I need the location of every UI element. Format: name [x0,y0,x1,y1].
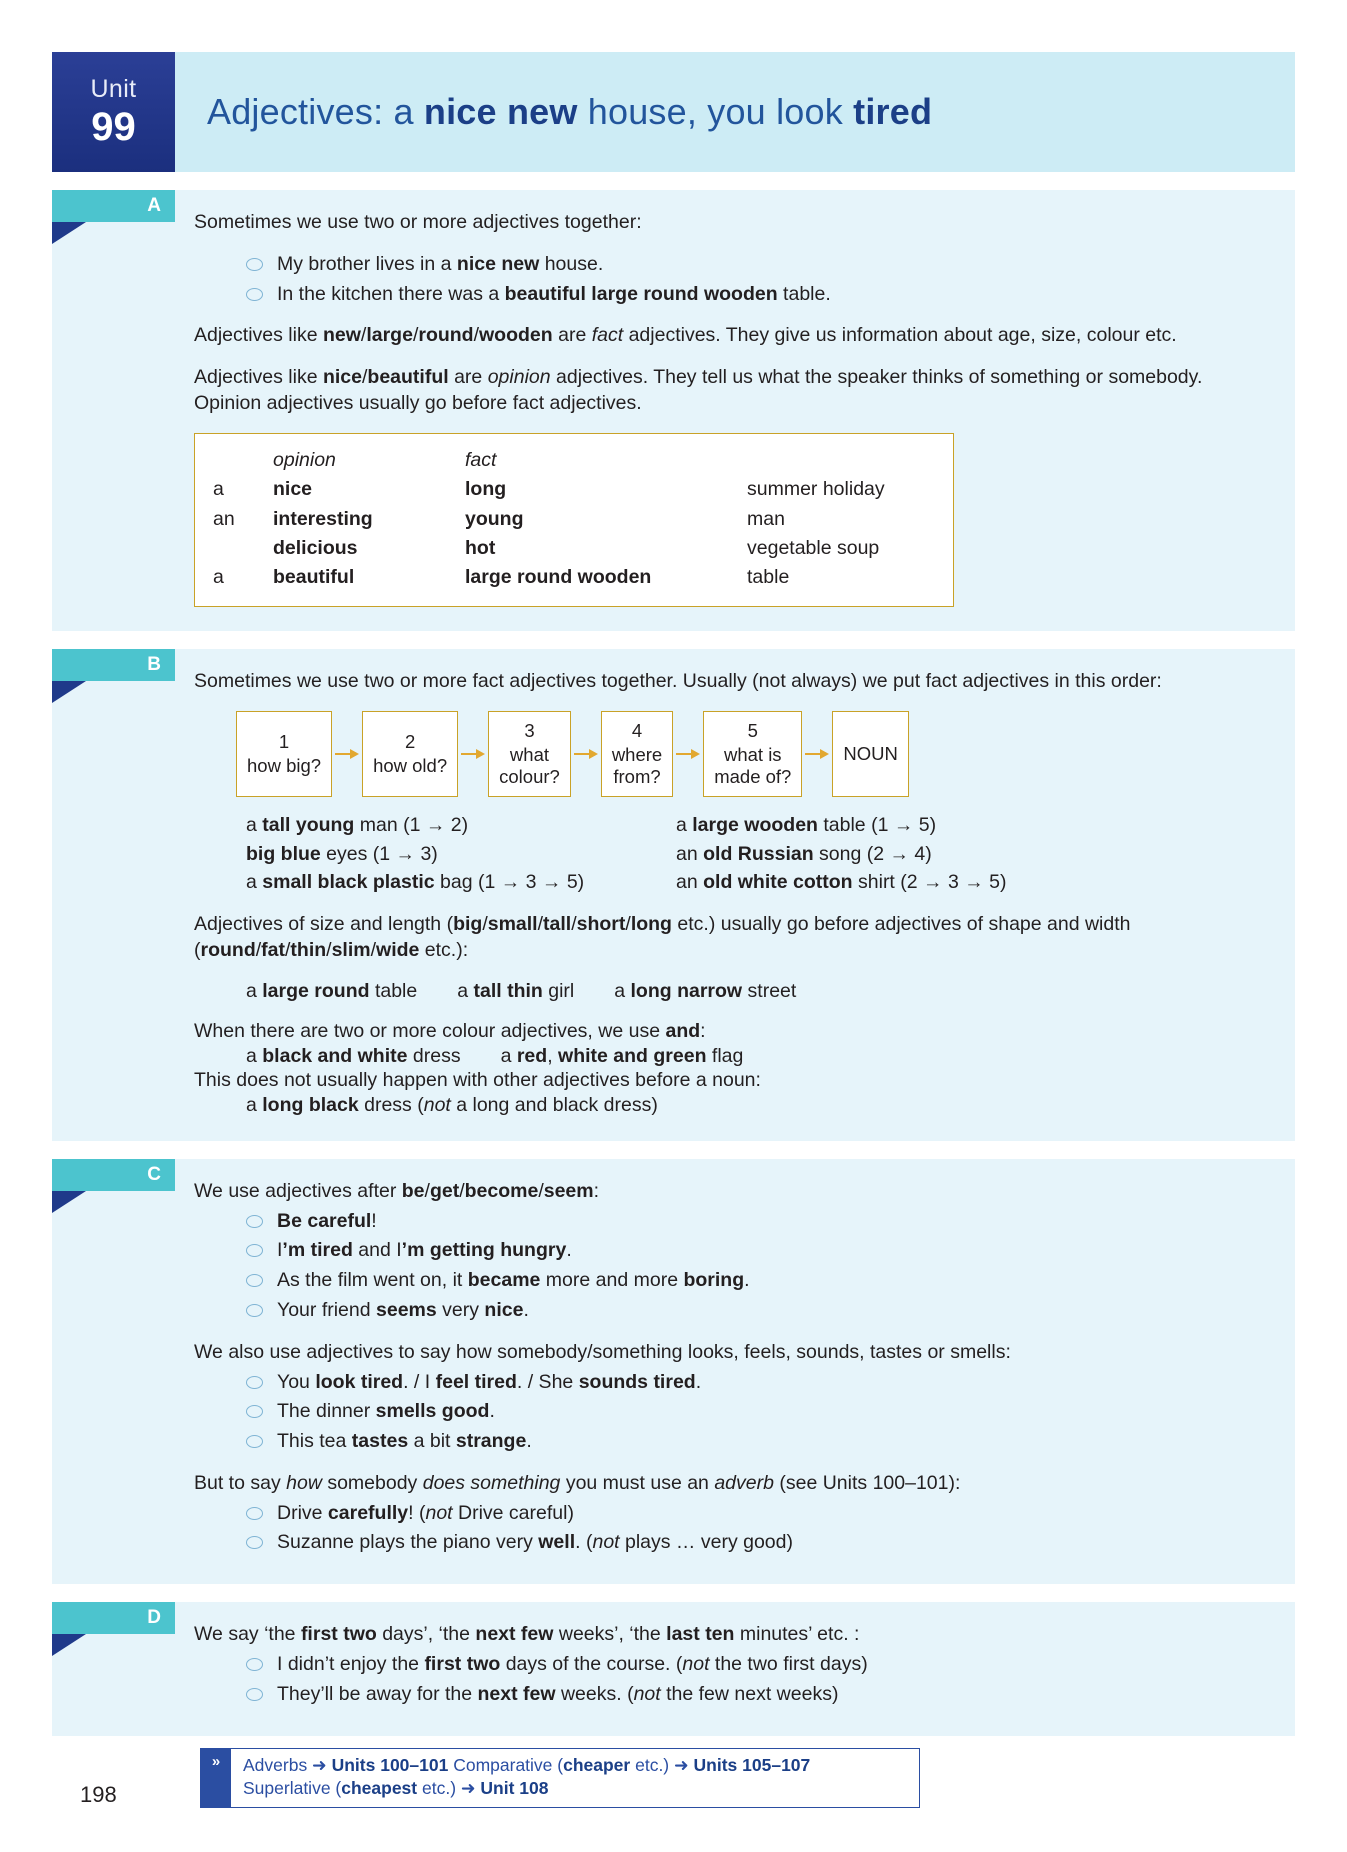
list-item [194,1298,1267,1324]
section-c-para-3: But to say how somebody does something you must use an adverb (see Units 100–101): [194,1471,961,1494]
order-box [236,711,332,797]
example-text: Drive carefully! (not Drive careful) [277,1501,574,1524]
list-item [194,1370,1267,1396]
arrow-right-icon [571,748,601,760]
cell-fact: large round wooden [465,566,652,589]
list-item [194,1238,1267,1264]
section-a [52,190,1295,631]
order-box-number: 4 [631,720,643,742]
opinion-fact-table [194,433,954,607]
cell-noun: summer holiday [747,478,885,501]
title-bold-1: nice new [423,91,578,132]
cell-opinion: nice [273,478,313,501]
example-text: Your friend seems very nice. [277,1298,529,1321]
order-box-number: 1 [278,731,290,753]
list-item [194,1399,1267,1425]
cell-fact: hot [465,536,496,559]
example-text: My brother lives in a nice new house. [277,252,604,275]
order-box-label: how big? [247,755,322,777]
section-b-inline-1 [246,980,1267,1003]
example-text: You look tired. / I feel tired. / She sounds tired. [277,1370,702,1393]
arrow-right-icon [332,748,362,760]
page-footer [0,1748,1347,1808]
section-a-para-1: Adjectives like new/large/round/wooden are fact adjectives. They give us information about age, size, colour etc. [194,324,1177,347]
cross-reference-line-1[interactable]: Adverbs ➜ Units 100–101 Comparative (cheaper etc.) ➜ Units 105–107 [243,1754,811,1775]
list-item [194,1501,1267,1527]
example-inline: a large round table [246,979,418,1002]
section-b-para-1: Adjectives of size and length (big/small/tall/short/long etc.) usually go before adjectives of shape and width (round/fat/thin/slim/wide etc.): [194,913,1131,962]
examples-left [246,811,676,896]
section-c-examples-3 [194,1501,1267,1556]
unit-word: Unit [90,75,137,103]
order-box-number: 3 [524,720,535,742]
speech-bubble-icon [246,1304,263,1317]
example-line: a large wooden table (1 → 5) [676,814,937,837]
cell-fact: long [465,478,507,501]
section-b-para-2: When there are two or more colour adjectives, we use and: [194,1019,706,1042]
section-c-examples-1 [194,1209,1267,1324]
example-inline: a long narrow street [614,979,797,1002]
example-text: They’ll be away for the next few weeks. (not the few next weeks) [277,1682,839,1705]
title-pre: Adjectives: a [207,91,424,132]
section-letter-b: B [52,649,175,681]
table-row [213,505,935,534]
order-box-number: 5 [747,720,758,742]
section-b-para-3: This does not usually happen with other adjectives before a noun: [194,1068,761,1091]
example-line: big blue eyes (1 → 3) [246,842,438,865]
section-notch-a [52,222,86,244]
example-inline: a long black dress (not a long and black dress) [246,1093,658,1116]
cross-reference-lines [231,1749,820,1807]
section-a-examples [194,252,1267,307]
example-line: an old Russian song (2 → 4) [676,842,932,865]
speech-bubble-icon [246,1215,263,1228]
example-text: The dinner smells good. [277,1400,495,1423]
th-fact: fact [465,449,497,472]
list-item [194,1682,1267,1708]
list-item [194,1429,1267,1455]
section-letter-d: D [52,1602,175,1634]
title-mid: house, you look [577,91,854,132]
arrow-right-icon [802,748,832,760]
order-box-label: how old? [373,755,448,777]
section-b-inline-2 [246,1045,1267,1068]
list-item [194,252,1267,278]
example-text: As the film went on, it became more and more boring. [277,1269,750,1292]
unit-number-tab [52,52,175,172]
section-a-body [194,190,1295,631]
section-notch-b [52,681,86,703]
example-text: I’m tired and I’m getting hungry. [277,1239,572,1262]
th-noun [747,446,935,475]
section-d-intro: We say ‘the first two days’, ‘the next few weeks’, ‘the last ten minutes’ etc. : [194,1623,860,1646]
arrow-right-icon [673,748,703,760]
th-article [213,446,273,475]
section-notch-c [52,1191,86,1213]
order-box-label: where from? [611,744,663,788]
speech-bubble-icon [246,1244,263,1257]
list-item [194,1530,1267,1556]
cross-reference-box [200,1748,920,1808]
page-number: 198 [80,1782,117,1807]
example-text: Be careful! [277,1209,377,1232]
speech-bubble-icon [246,1658,263,1671]
order-box-label: what is made of? [714,744,792,788]
speech-bubble-icon [246,1435,263,1448]
cross-reference-line-2[interactable]: Superlative (cheapest etc.) ➜ Unit 108 [243,1778,549,1799]
title-bold-2: tired [853,91,933,132]
order-box [832,711,908,797]
section-b [52,649,1295,1140]
cell-article: a [213,478,224,501]
section-letter-c: C [52,1159,175,1191]
cell-article: a [213,566,224,589]
section-b-body [194,649,1295,1140]
table-row [213,534,935,563]
examples-right [676,811,1267,896]
section-c-para-2: We also use adjectives to say how somebody/something looks, feels, sounds, tastes or smells: [194,1340,1011,1363]
cell-noun: table [747,566,790,589]
section-d-body [194,1602,1295,1735]
list-item [194,1652,1267,1678]
list-item [194,1209,1267,1235]
speech-bubble-icon [246,1536,263,1549]
section-a-para-2: Adjectives like nice/beautiful are opinion adjectives. They tell us what the speaker thinks of something or somebody. [194,366,1203,389]
order-box [488,711,571,797]
page [0,52,1347,1852]
list-item [194,1268,1267,1294]
example-line: a small black plastic bag (1 → 3 → 5) [246,870,585,893]
speech-bubble-icon [246,1274,263,1287]
adjective-order-diagram [236,711,1267,797]
section-c-intro: We use adjectives after be/get/become/seem: [194,1179,600,1202]
section-a-intro: Sometimes we use two or more adjectives together: [194,211,642,233]
order-box [362,711,458,797]
section-c-examples-2 [194,1370,1267,1455]
cell-article [213,534,273,563]
table-rows [213,475,935,592]
section-d-examples [194,1652,1267,1707]
table-header-row [213,446,935,475]
cell-opinion: delicious [273,536,358,559]
example-line: an old white cotton shirt (2 → 3 → 5) [676,870,1007,893]
cell-article: an [213,507,235,530]
speech-bubble-icon [246,258,263,271]
th-opinion: opinion [273,449,336,472]
order-box [601,711,673,797]
section-a-para-3: Opinion adjectives usually go before fact adjectives. [194,392,642,415]
cell-opinion: interesting [273,507,373,530]
example-line: a tall young man (1 → 2) [246,814,469,837]
order-box-number: 2 [404,731,416,753]
speech-bubble-icon [246,1405,263,1418]
example-inline: a red, white and green flag [500,1044,744,1067]
order-box [703,711,802,797]
arrow-right-icon [458,748,488,760]
speech-bubble-icon [246,288,263,301]
table-row [213,475,935,504]
cell-fact: young [465,507,524,530]
page-title [175,91,932,133]
section-notch-d [52,1634,86,1656]
section-b-examples [194,811,1267,896]
speech-bubble-icon [246,1688,263,1701]
example-text: In the kitchen there was a beautiful large round wooden table. [277,282,831,305]
speech-bubble-icon [246,1507,263,1520]
cell-noun: vegetable soup [747,536,880,559]
cell-noun: man [747,507,785,530]
example-text: Suzanne plays the piano very well. (not plays … very good) [277,1531,793,1554]
example-text: This tea tastes a bit strange. [277,1430,532,1453]
order-box-label: what colour? [499,744,560,788]
example-text: I didn’t enjoy the first two days of the course. (not the two first days) [277,1653,868,1676]
section-letter-a: A [52,190,175,222]
example-inline: a tall thin girl [457,979,575,1002]
section-b-intro: Sometimes we use two or more fact adjectives together. Usually (not always) we put fact adjectives in this order: [194,670,1162,693]
list-item [194,282,1267,308]
section-c [52,1159,1295,1584]
unit-header [52,52,1295,172]
cell-opinion: beautiful [273,566,355,589]
speech-bubble-icon [246,1376,263,1389]
unit-number: 99 [91,105,136,149]
table-row [213,563,935,592]
example-inline: a black and white dress [246,1044,461,1067]
chevron-right-icon: » [201,1749,231,1807]
order-box-label: NOUN [843,743,898,765]
section-b-inline-3 [246,1094,1267,1117]
section-c-body [194,1159,1295,1584]
section-d [52,1602,1295,1735]
unit-title-bar [175,52,1295,172]
